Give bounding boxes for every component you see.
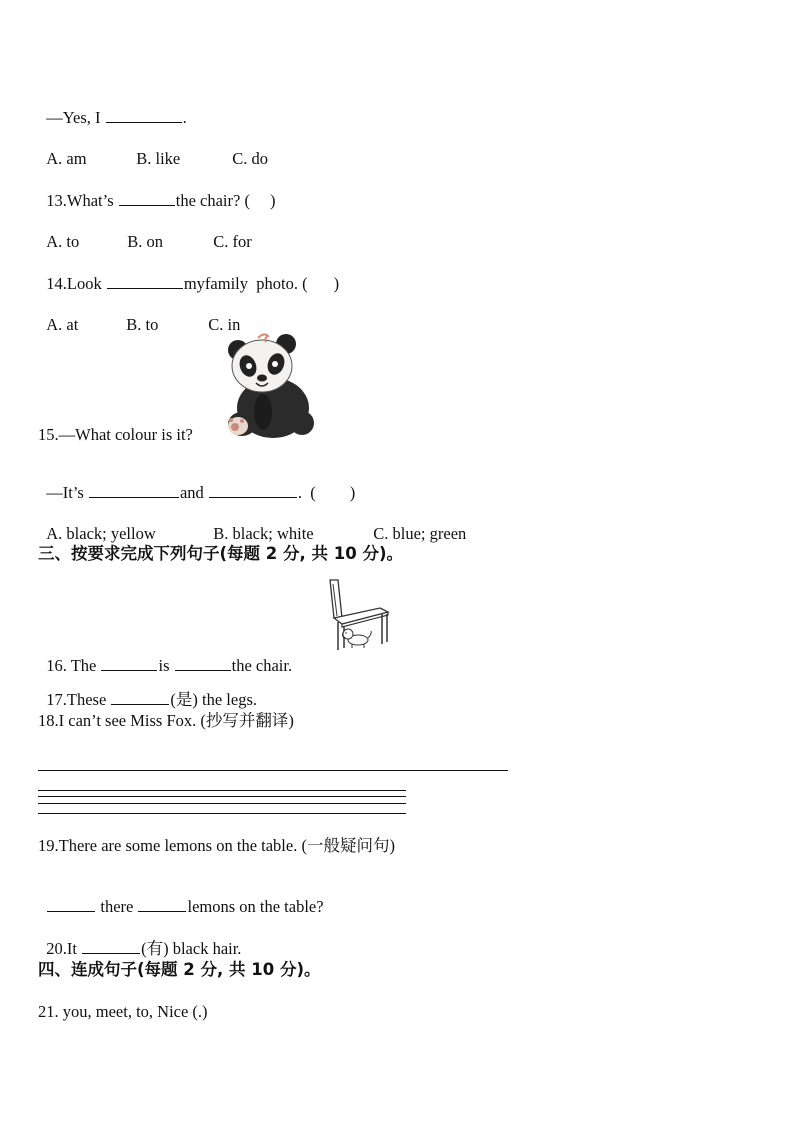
- chair-with-puppy-icon: [326, 578, 392, 652]
- q13-option-b[interactable]: B. on: [127, 232, 164, 251]
- q19-blank-2[interactable]: [138, 897, 186, 912]
- q13-option-a[interactable]: A. to: [46, 232, 80, 251]
- q12-option-b[interactable]: B. like: [136, 149, 181, 168]
- q15-blank-2[interactable]: [209, 483, 297, 498]
- q14-option-b[interactable]: B. to: [126, 315, 159, 334]
- q19-blank-1[interactable]: [47, 897, 95, 912]
- q17-question: 17.These (是) the legs.: [46, 690, 258, 709]
- q14-blank[interactable]: [107, 274, 183, 289]
- q16-blank-2[interactable]: [175, 656, 231, 671]
- q20-question: 20.It (有) black hair.: [46, 939, 242, 958]
- q16-question: 16. The is the chair.: [46, 656, 293, 675]
- q18-question: 18.I can’t see Miss Fox. (抄写并翻译): [38, 711, 294, 730]
- q15-blank-1[interactable]: [89, 483, 179, 498]
- q14-option-c[interactable]: C. in: [208, 315, 241, 334]
- q14-options: [38, 295, 240, 335]
- q14-question: 14.Look myfamily photo. ( ): [46, 274, 340, 293]
- q15-options: [38, 504, 466, 544]
- q18-writing-line-3[interactable]: [38, 803, 406, 804]
- q12-option-a[interactable]: A. am: [46, 149, 87, 168]
- q16-blank-1[interactable]: [101, 656, 157, 671]
- q15-option-b[interactable]: B. black; white: [213, 524, 314, 543]
- panda-icon: [218, 328, 318, 442]
- q12-options: [38, 129, 268, 169]
- q13-blank[interactable]: [119, 191, 175, 206]
- q18-writing-line-2[interactable]: [38, 796, 406, 797]
- q19-answer-line: there lemons on the table?: [38, 877, 324, 917]
- section-4-heading: 四、连成句子(每题 2 分, 共 10 分)。: [38, 960, 321, 979]
- q12-option-c[interactable]: C. do: [232, 149, 269, 168]
- q14-option-a[interactable]: A. at: [46, 315, 79, 334]
- q15-option-a[interactable]: A. black; yellow: [46, 524, 156, 543]
- q15-question: 15.—What colour is it?: [38, 425, 193, 444]
- q12-answer-line: —Yes, I .: [46, 108, 187, 127]
- section-3-heading: 三、按要求完成下列句子(每题 2 分, 共 10 分)。: [38, 544, 404, 563]
- q13-options: [38, 212, 252, 252]
- q15-answer-line: —It’s and . ( ): [46, 483, 356, 502]
- q18-copy-line[interactable]: [38, 770, 508, 771]
- q17-blank[interactable]: [111, 690, 169, 705]
- q20-blank[interactable]: [82, 939, 140, 954]
- q18-writing-line-1[interactable]: [38, 790, 406, 791]
- q15-option-c[interactable]: C. blue; green: [373, 524, 467, 543]
- q19-question: 19.There are some lemons on the table. (一般疑问句): [38, 836, 395, 855]
- q13-question: 13.What’s the chair? ( ): [46, 191, 276, 210]
- q21-question: 21. you, meet, to, Nice (.): [38, 1002, 208, 1021]
- q13-option-c[interactable]: C. for: [213, 232, 252, 251]
- q18-writing-line-4[interactable]: [38, 813, 406, 814]
- q12-blank[interactable]: [106, 108, 182, 123]
